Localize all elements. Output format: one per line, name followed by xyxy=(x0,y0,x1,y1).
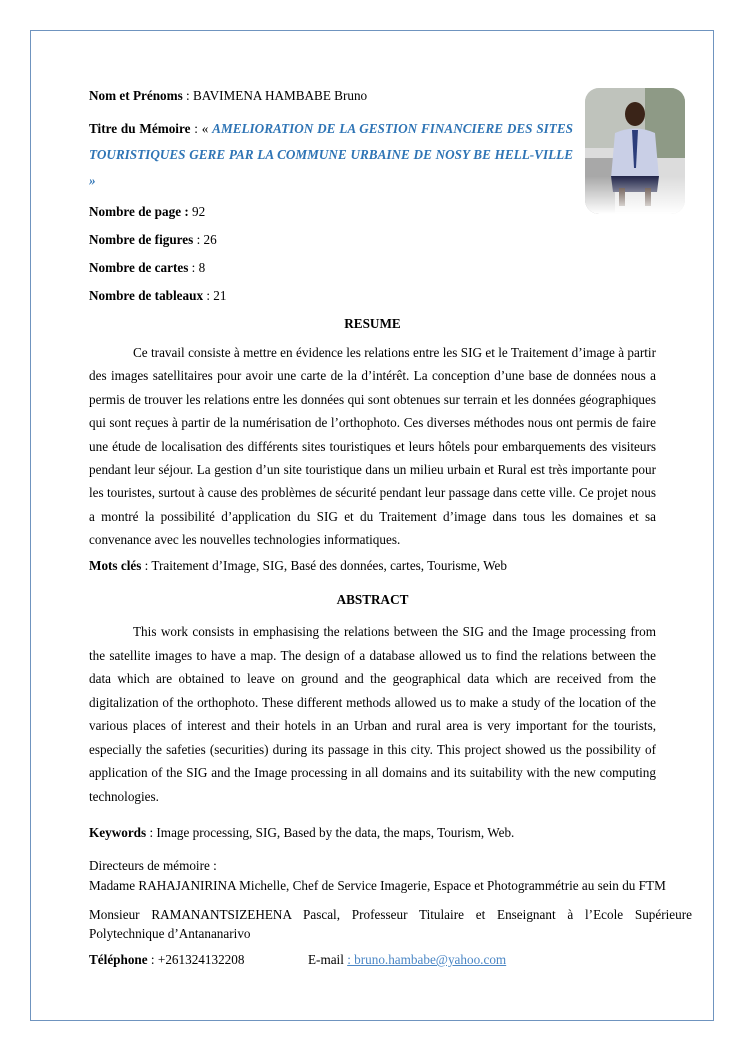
phone-line xyxy=(89,952,244,968)
title-separator: : « xyxy=(190,121,213,136)
director-second: Monsieur RAMANANTSIZEHENA Pascal, Professeur Titulaire et Enseignant à l’Ecole Supérieure Polytechnique d’Antananarivo xyxy=(89,907,692,941)
thesis-title: AMELIORATION DE LA GESTION FINANCIERE DES SITES TOURISTIQUES GERE PAR LA COMMUNE URBAINE DE NOSY BE HELL-VILLE » xyxy=(89,121,573,188)
keywords-fr-label: Mots clés xyxy=(89,558,142,573)
keywords-fr-value: : Traitement d’Image, SIG, Basé des données, cartes, Tourisme, Web xyxy=(141,558,507,573)
abstract-paragraph: This work consists in emphasising the relations between the SIG and the Image processing from the satellite images to have a map. The design of a database allowed us to find the relations between the data which are obtained to leave on ground and the geographical data which are received from the digitalization of the orthophoto. These different methods allowed us to make a study of the location of the various places of interest and their hotels in an Urban and rural area is very important for the tourists, especially the safeties (securities) during its passage in this city. This project showed us the possibility of application of the SIG and the Image processing in all domains and its suitability with the new computing technologies. xyxy=(89,624,656,804)
pages-value: 92 xyxy=(192,204,206,219)
phone-label: Téléphone xyxy=(89,952,148,967)
keywords-en-label: Keywords xyxy=(89,825,147,840)
name-label: Nom et Prénoms xyxy=(89,88,183,103)
tables-label: Nombre de tableaux xyxy=(89,288,204,303)
abstract-keywords xyxy=(89,825,514,841)
maps-value: : 8 xyxy=(188,260,206,275)
abstract-heading: ABSTRACT xyxy=(336,592,409,607)
student-name-line xyxy=(89,88,367,104)
figures-label: Nombre de figures xyxy=(89,232,194,247)
pages-count xyxy=(89,204,205,220)
resume-heading: RESUME xyxy=(344,316,401,331)
resume-keywords xyxy=(89,558,507,574)
thesis-title-block xyxy=(89,116,573,194)
tables-count xyxy=(89,288,227,304)
resume-paragraph: Ce travail consiste à mettre en évidence les relations entre les SIG et le Traitement d’image à partir des images satellitaires pour avoir une carte de la d’intérêt. La conception d’une base de données nous a permis de trouver les relations entre les données qui sont obtenues sur terrain et les données géographiques qui sont reçues à partir de la numérisation de l’orthophoto. Ces diverses méthodes nous ont permis de faire une étude de localisation des différents sites touristiques et leurs hôtels pour embarquements des visiteurs pendant leur séjour. La gestion d’un site touristique dans un milieu urbain et Rural est très importante pour les touristes, surtout à cause des problèmes de sécurité pendant leur passage dans cette ville. Ce projet nous a montré la possibilité d’application du SIG et du Traitement d’image dans tous les domaines et sa convenance avec les nouvelles technologies informatiques. xyxy=(89,345,656,548)
pages-label: Nombre de page : xyxy=(89,204,193,219)
figures-count xyxy=(89,232,217,248)
keywords-en-value: : Image processing, SIG, Based by the data, the maps, Tourism, Web. xyxy=(146,825,515,840)
email-link[interactable]: : bruno.hambabe@yahoo.com xyxy=(347,952,507,967)
tables-value: : 21 xyxy=(203,288,227,303)
portrait-photo xyxy=(585,88,685,214)
directors-label: Directeurs de mémoire : xyxy=(89,858,217,873)
phone-value: : +261324132208 xyxy=(147,952,245,967)
title-label: Titre du Mémoire xyxy=(89,121,191,136)
maps-label: Nombre de cartes xyxy=(89,260,189,275)
name-value: : BAVIMENA HAMBABE Bruno xyxy=(182,88,368,103)
director-first: Madame RAHAJANIRINA Michelle, Chef de Service Imagerie, Espace et Photogrammétrie au sein du FTM xyxy=(89,878,666,893)
email-line xyxy=(308,952,506,968)
maps-count xyxy=(89,260,205,276)
figures-value: : 26 xyxy=(193,232,217,247)
email-label: E-mail xyxy=(308,952,348,967)
